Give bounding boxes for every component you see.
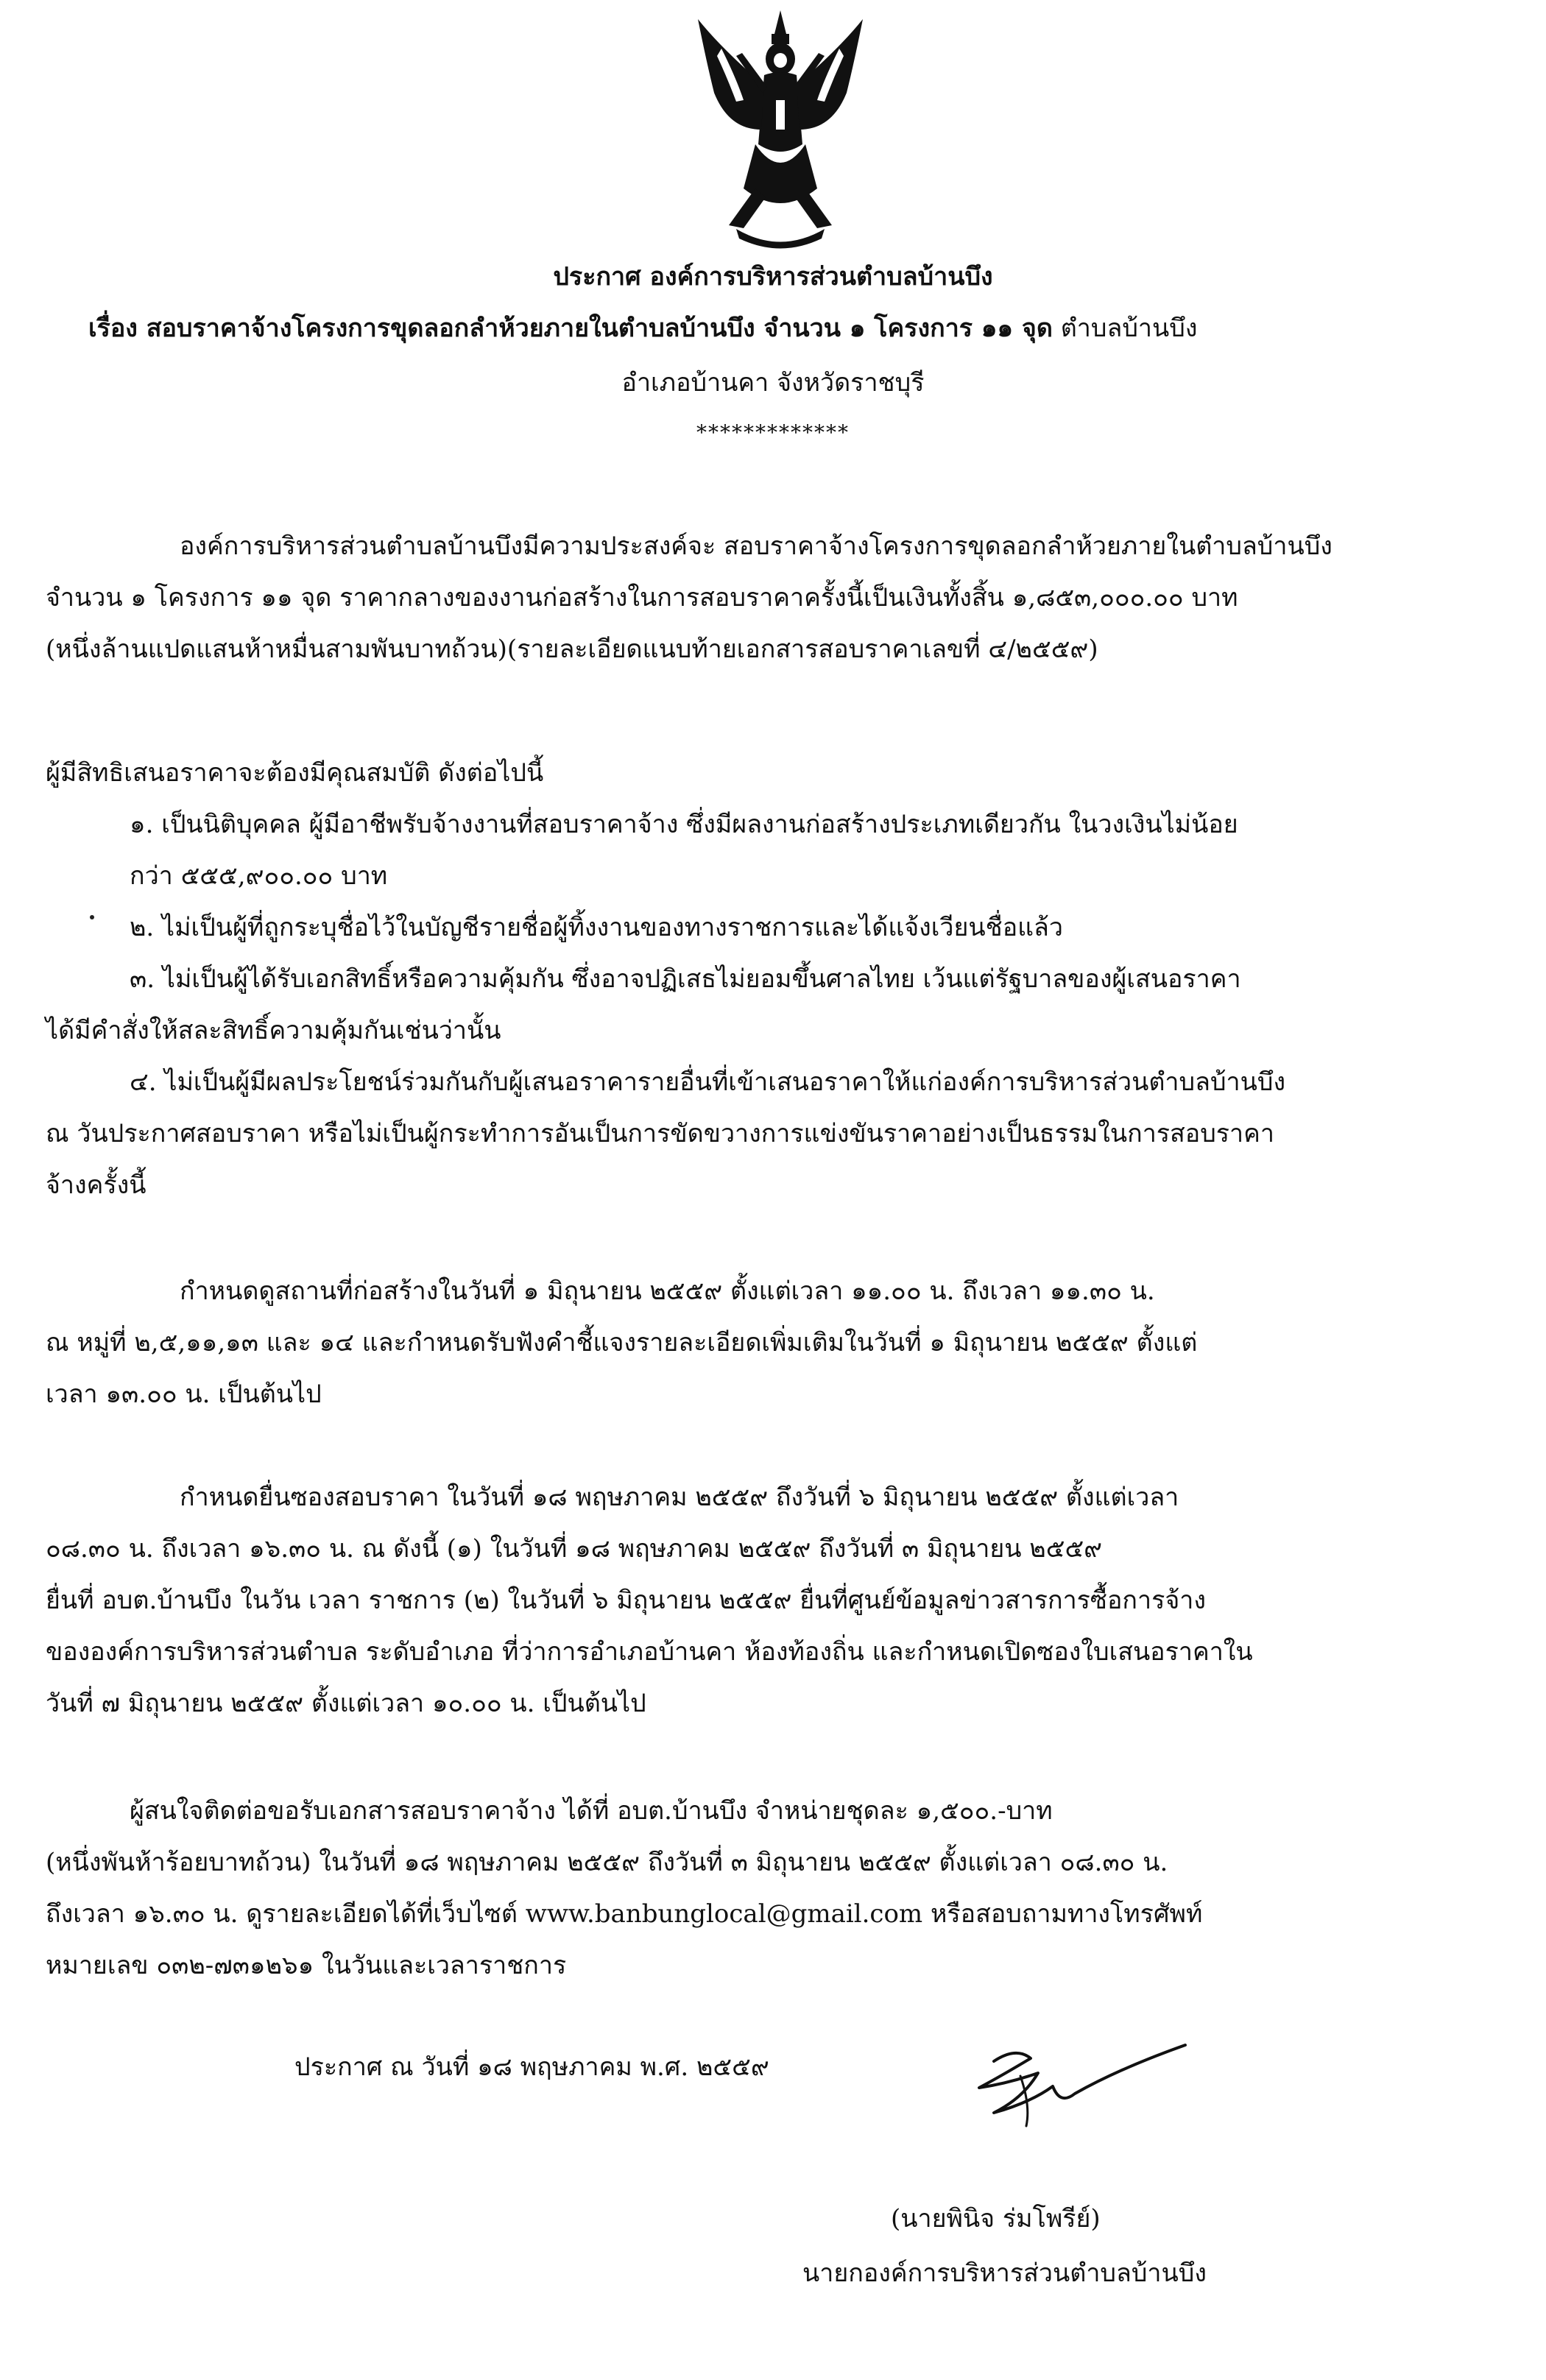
announcement-subject	[88, 311, 1197, 346]
site-line-2: ณ หมู่ที่ ๒,๕,๑๑,๑๓ และ ๑๔ และกำหนดรับฟังคำชี้แจงรายละเอียดเพิ่มเติมในวันที่ ๑ มิถุนายน ๒๕๕๙ ตั้งแต่	[46, 1328, 1198, 1357]
submit-line-2: ๐๘.๓๐ น. ถึงเวลา ๑๖.๓๐ น. ณ ดังนี้ (๑) ในวันที่ ๑๘ พฤษภาคม ๒๕๕๙ ถึงวันที่ ๓ มิถุนายน ๒๕๕๙	[46, 1534, 1103, 1564]
submit-line-5: วันที่ ๗ มิถุนายน ๒๕๕๙ ตั้งแต่เวลา ๑๐.๐๐ น. เป็นต้นไป	[46, 1689, 646, 1718]
p1-line-1: องค์การบริหารส่วนตำบลบ้านบึงมีความประสงค์จะ สอบราคาจ้างโครงการขุดลอกลำห้วยภายในตำบลบ้านบึง	[180, 532, 1333, 561]
contact-line-3: ถึงเวลา ๑๖.๓๐ น. ดูรายละเอียดได้ที่เว็บไซต์ www.banbunglocal@gmail.com หรือสอบถามทางโทรศัพท์	[46, 1899, 1203, 1929]
site-line-1: กำหนดดูสถานที่ก่อสร้างในวันที่ ๑ มิถุนายน ๒๕๕๙ ตั้งแต่เวลา ๑๑.๐๐ น. ถึงเวลา ๑๑.๓๐ น.	[180, 1276, 1155, 1306]
qual-3-line-2: ได้มีคำสั่งให้สละสิทธิ์ความคุ้มกันเช่นว่านั้น	[46, 1016, 501, 1045]
submit-line-4: ขององค์การบริหารส่วนตำบล ระดับอำเภอ ที่ว่าการอำเภอบ้านคา ห้องท้องถิ่น และกำหนดเปิดซองใบเสนอราคาใน	[46, 1637, 1253, 1667]
qual-3-line-1: ๓. ไม่เป็นผู้ได้รับเอกสิทธิ์หรือความคุ้มกัน ซึ่งอาจปฏิเสธไม่ยอมขึ้นศาลไทย เว้นแต่รัฐบาลของผู้เสนอราคา	[130, 964, 1241, 994]
signer-name: (นายพินิจ ร่มโพรีย์)	[891, 2204, 1101, 2234]
submit-line-3: ยื่นที่ อบต.บ้านบึง ในวัน เวลา ราชการ (๒) ในวันที่ ๖ มิถุนายน ๒๕๕๙ ยื่นที่ศูนย์ข้อมูลข่าวสารการซื้อการจ้าง	[46, 1586, 1206, 1615]
announcement-date: ประกาศ ณ วันที่ ๑๘ พฤษภาคม พ.ศ. ๒๕๕๙	[294, 2052, 769, 2082]
submit-line-1: กำหนดยื่นซองสอบราคา ในวันที่ ๑๘ พฤษภาคม ๒๕๕๙ ถึงวันที่ ๖ มิถุนายน ๒๕๕๙ ตั้งแต่เวลา	[180, 1483, 1179, 1512]
qual-4-line-1: ๔. ไม่เป็นผู้มีผลประโยชน์ร่วมกันกับผู้เสนอราคารายอื่นที่เข้าเสนอราคาให้แก่องค์การบริหารส่วนตำบลบ้านบึง	[130, 1067, 1286, 1097]
location-line: อำเภอบ้านคา จังหวัดราชบุรี	[621, 368, 925, 398]
contact-line-1: ผู้สนใจติดต่อขอรับเอกสารสอบราคาจ้าง ได้ที่ อบต.บ้านบึง จำหน่ายชุดละ ๑,๕๐๐.-บาท	[130, 1796, 1053, 1826]
garuda-emblem-icon	[692, 4, 869, 255]
stray-mark	[90, 915, 94, 919]
signature-icon	[950, 2032, 1193, 2142]
site-line-3: เวลา ๑๓.๐๐ น. เป็นต้นไป	[46, 1380, 322, 1409]
announcement-title: ประกาศ องค์การบริหารส่วนตำบลบ้านบึง	[553, 262, 993, 292]
qual-1-line-2: กว่า ๕๕๕,๙๐๐.๐๐ บาท	[130, 861, 388, 891]
p1-line-2: จำนวน ๑ โครงการ ๑๑ จุด ราคากลางของงานก่อสร้างในการสอบราคาครั้งนี้เป็นเงินทั้งสิ้น ๑,๘๕๓,๐๐๐.๐๐ บาท	[46, 583, 1238, 612]
subject-rest-text: ตำบลบ้านบึง	[1052, 314, 1198, 343]
signer-title: นายกองค์การบริหารส่วนตำบลบ้านบึง	[802, 2259, 1207, 2288]
p1-line-3: (หนึ่งล้านแปดแสนห้าหมื่นสามพันบาทถ้วน)(รายละเอียดแนบท้ายเอกสารสอบราคาเลขที่ ๔/๒๕๕๙)	[46, 635, 1098, 664]
qual-1-line-1: ๑. เป็นนิติบุคคล ผู้มีอาชีพรับจ้างงานที่สอบราคาจ้าง ซึ่งมีผลงานก่อสร้างประเภทเดียวกัน ในวงเงินไม่น้อย	[130, 810, 1238, 839]
qual-2: ๒. ไม่เป็นผู้ที่ถูกระบุชื่อไว้ในบัญชีรายชื่อผู้ทิ้งงานของทางราชการและได้แจ้งเวียนชื่อแล้ว	[130, 913, 1063, 942]
subject-bold-text: เรื่อง สอบราคาจ้างโครงการขุดลอกลำห้วยภายในตำบลบ้านบึง จำนวน ๑ โครงการ ๑๑ จุด	[88, 314, 1053, 343]
qual-4-line-2: ณ วันประกาศสอบราคา หรือไม่เป็นผู้กระทำการอันเป็นการขัดขวางการแข่งขันราคาอย่างเป็นธรรมในการสอบราคา	[46, 1119, 1274, 1148]
contact-line-4: หมายเลข ๐๓๒-๗๓๑๒๖๑ ในวันและเวลาราชการ	[46, 1951, 567, 1980]
qual-4-line-3: จ้างครั้งนี้	[46, 1170, 147, 1200]
contact-line-2: (หนึ่งพันห้าร้อยบาทถ้วน) ในวันที่ ๑๘ พฤษภาคม ๒๕๕๙ ถึงวันที่ ๓ มิถุนายน ๒๕๕๙ ตั้งแต่เวลา ๐๘.๓๐ น.	[46, 1848, 1168, 1877]
qualifications-heading: ผู้มีสิทธิเสนอราคาจะต้องมีคุณสมบัติ ดังต่อไปนี้	[46, 758, 544, 788]
divider-stars: *************	[696, 420, 850, 445]
